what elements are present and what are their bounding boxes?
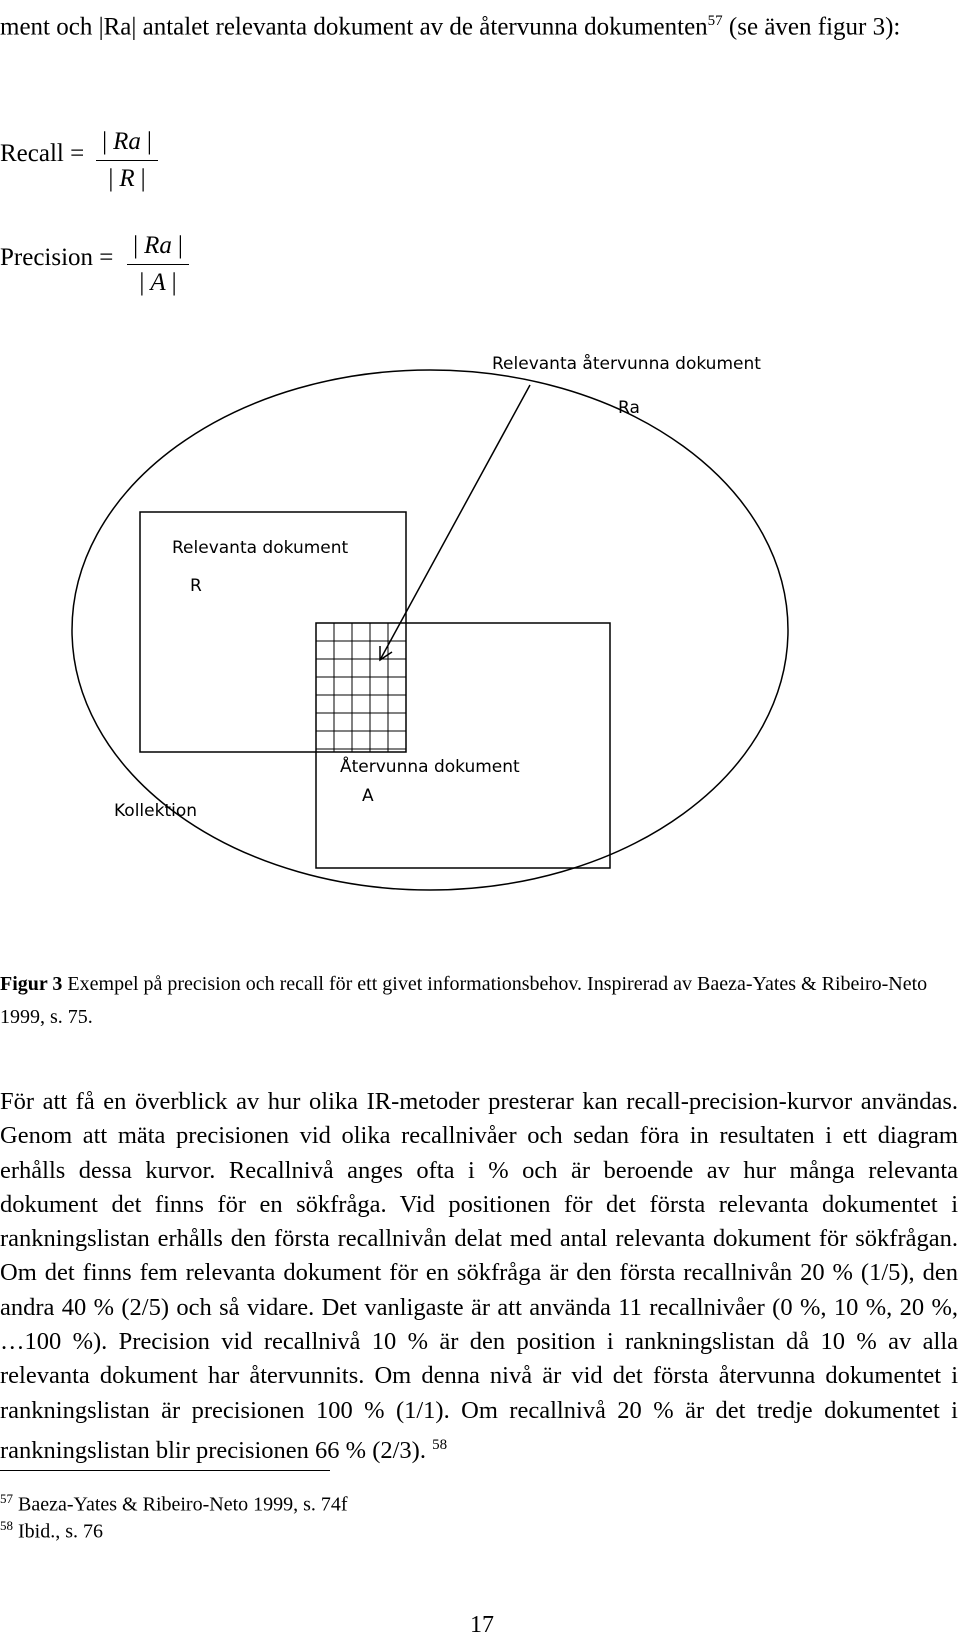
footnote-57	[0, 1487, 348, 1517]
recall-formula	[0, 140, 84, 168]
footnote-rule	[0, 1470, 330, 1471]
precision-fraction	[127, 228, 189, 301]
recall-numerator: | Ra |	[96, 124, 158, 160]
label-collection: Kollektion	[114, 801, 198, 821]
label-retrieved-title: Återvunna dokument	[340, 757, 520, 777]
precision-recall-figure	[0, 340, 960, 940]
body-text: För att få en överblick av hur olika IR-metoder presterar kan recall-precision-kurvor användas. Genom att mäta precisionen vid olika recallnivåer och sedan föra in resultaten i ett diagram erhålls dessa kurvor. Recallnivå anges ofta i % och är beroende av hur många relevanta dokument det finns för en sökfråga. Vid positionen för det första relevanta dokumentet i rankningslistan erhålls den första recallnivån delat med antal relevanta dokument för sökfrågan. Om det finns fem relevanta dokument för en sökfråga är den första recallnivån 20 % (1/5), den andra 40 % (2/5) och så vidare. Det vanligaste är att använda 11 recallnivåer (0 %, 10 %, 20 %, …100 %). Precision vid recallnivå 10 % är den position i rankningslistan då 10 % av alla relevanta dokument har återvunnits. Om denna nivå är vid det första återvunna dokumentet i rankningslistan är precisionen 100 % (1/1). Om recallnivå 20 % är det tredje dokumentet i rankningslistan blir precisionen 66 % (2/3).	[0, 1088, 958, 1465]
recall-denominator: | R |	[96, 161, 158, 197]
intro-paragraph	[0, 2, 952, 46]
precision-denominator: | A |	[127, 265, 189, 301]
figure-caption	[0, 968, 950, 1034]
label-r: R	[190, 576, 202, 596]
precision-label: Precision =	[0, 244, 114, 271]
footnote-ref-57: 57	[707, 13, 723, 29]
footnote-ref-58: 58	[432, 1436, 448, 1453]
footnote-text: Baeza-Yates & Ribeiro-Neto 1999, s. 74f	[18, 1493, 348, 1516]
label-ra: Ra	[618, 398, 640, 418]
pointer-line	[380, 385, 530, 660]
footnote-58	[0, 1514, 103, 1544]
label-relevant-retrieved-title: Relevanta återvunna dokument	[492, 354, 761, 374]
page-number: 17	[470, 1612, 494, 1638]
precision-numerator: | Ra |	[127, 228, 189, 264]
footnote-number: 57	[0, 1491, 13, 1506]
intersection-grid	[316, 623, 406, 752]
label-a: A	[362, 786, 374, 806]
precision-formula	[0, 244, 113, 272]
retrieved-documents-box	[316, 623, 610, 868]
recall-fraction	[96, 124, 158, 197]
label-relevant-title: Relevanta dokument	[172, 538, 349, 558]
intro-text-after: (se även figur 3):	[722, 13, 901, 41]
footnote-number: 58	[0, 1518, 13, 1533]
intro-text: ment och |Ra| antalet relevanta dokument av de återvunna dokumenten	[0, 13, 708, 41]
body-paragraph	[0, 1085, 958, 1468]
footnote-text: Ibid., s. 76	[18, 1520, 103, 1543]
recall-label: Recall =	[0, 140, 85, 167]
caption-text: Exempel på precision och recall för ett givet informationsbehov. Inspirerad av Baeza-Yates & Ribeiro-Neto 1999, s. 75.	[0, 973, 928, 1028]
caption-label: Figur 3	[0, 973, 63, 995]
